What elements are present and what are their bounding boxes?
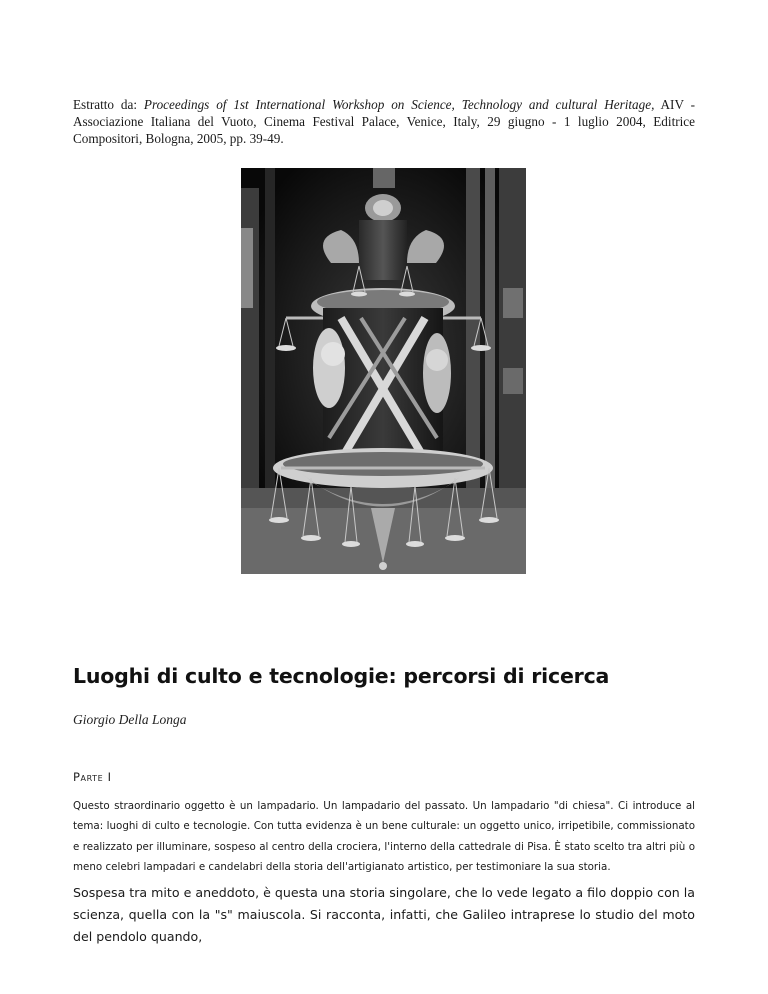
- citation-note: [73, 96, 695, 147]
- article-author: Giorgio Della Longa: [73, 712, 187, 727]
- proceedings-title: Proceedings of 1st International Workshop on Science, Technology and cultural Heritage,: [143, 97, 655, 112]
- chandelier-photo: [241, 168, 526, 574]
- body-paragraph: Sospesa tra mito e aneddoto, è questa una storia singolare, che lo vede legato a filo doppio con la scienza, quella con la "s" maiuscola. Si racconta, infatti, che Galileo intraprese lo studio del moto del pendolo quando,: [73, 885, 695, 944]
- section-heading: Parte I: [73, 770, 112, 784]
- article-title: Luoghi di culto e tecnologie: percorsi di ricerca: [73, 664, 610, 688]
- citation-prefix: Estratto da:: [73, 97, 144, 112]
- intro-paragraph: Questo straordinario oggetto è un lampadario. Un lampadario del passato. Un lampadario "di chiesa". Ci introduce al tema: luoghi di culto e tecnologie. Con tutta evidenza è un bene culturale: un oggetto unico, irripetibile, commissionato e realizzato per illuminare, sospeso al centro della crociera, l'interno della cattedrale di Pisa. È stato scelto tra altri più o meno celebri lampadari e candelabri della storia dell'artigianato artistico, per testimoniare la sua storia.: [73, 800, 695, 873]
- citation-details: AIV - Associazione Italiana del Vuoto, Cinema Festival Palace, Venice, Italy, 29 giugno - 1 luglio 2004, Editrice Compositori, Bologna, 2005, pp. 39-49.: [73, 97, 695, 146]
